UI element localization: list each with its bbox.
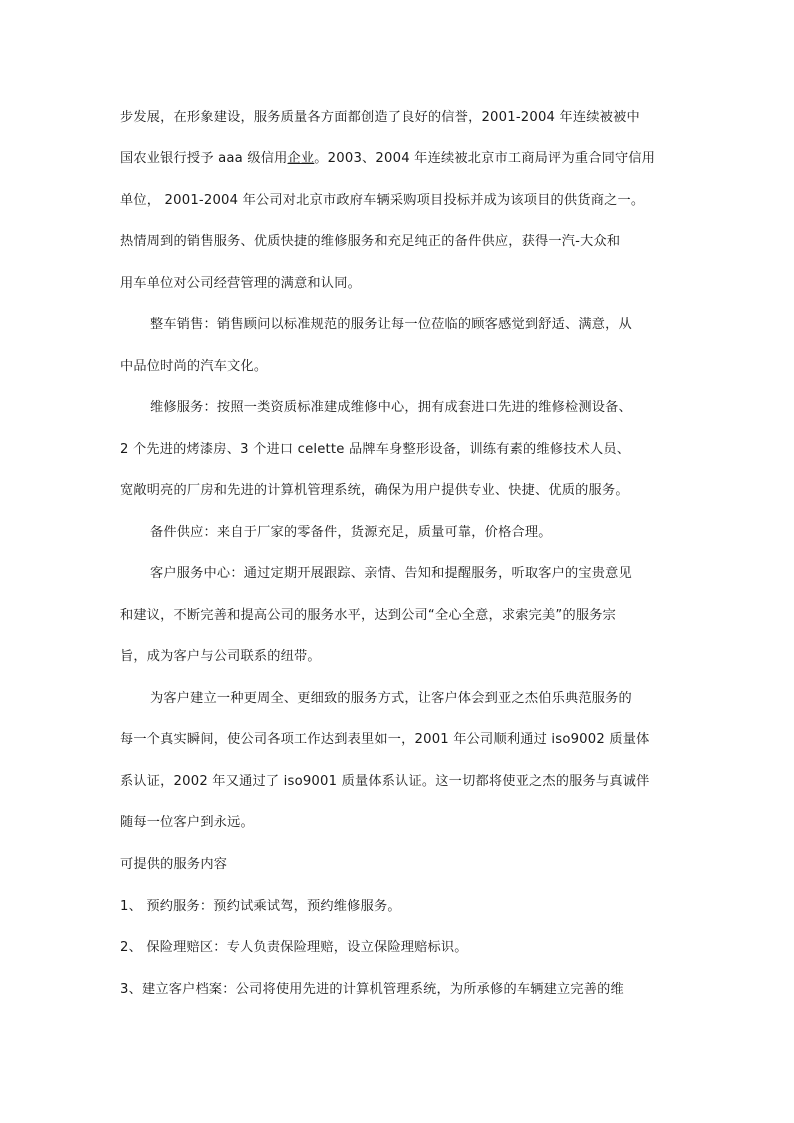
quality-line-4: 随每一位客户到永远。 (120, 815, 254, 830)
repair-line-2: 2 个先进的烤漆房、3 个进口 celette 品牌车身整形设备，训练有素的维修技术人员、 (120, 442, 631, 457)
intro-line-2-text-a: 国农业银行授予 aaa 级信用 (120, 151, 288, 166)
parts-line-1: 备件供应：来自于厂家的零备件，货源充足，质量可靠，价格合理。 (150, 525, 552, 540)
repair-line-1: 维修服务：按照一类资质标准建成维修中心，拥有成套进口先进的维修检测设备、 (150, 400, 632, 415)
intro-line-3: 单位， 2001-2004 年公司对北京市政府车辆采购项目投标并成为该项目的供货商之一。 (120, 193, 645, 208)
customer-service-line-1: 客户服务中心：通过定期开展跟踪、亲情、告知和提醒服务，听取客户的宝贵意见 (150, 566, 632, 581)
customer-service-line-3: 旨，成为客户与公司联系的纽带。 (120, 649, 321, 664)
intro-line-2-text-c: 。2003、2004 年连续被北京市工商局评为重合同守信用 (314, 151, 656, 166)
customer-service-line-2: 和建议，不断完善和提高公司的服务水平，达到公司“全心全意，求索完美”的服务宗 (120, 608, 617, 623)
quality-line-2: 每一个真实瞬间，使公司各项工作达到表里如一，2001 年公司顺利通过 iso9002 质量体 (120, 732, 650, 747)
intro-line-2 (120, 149, 655, 169)
sales-line-2: 中品位时尚的汽车文化。 (120, 359, 268, 374)
underlined-term: 企业 (287, 151, 315, 166)
intro-line-1: 步发展，在形象建设，服务质量各方面都创造了良好的信誉，2001-2004 年连续被被中 (120, 110, 640, 125)
service-item-3: 3、建立客户档案：公司将使用先进的计算机管理系统，为所承修的车辆建立完善的维 (120, 982, 624, 997)
sales-line-1: 整车销售：销售顾问以标准规范的服务让每一位莅临的顾客感觉到舒适、满意，从 (150, 317, 632, 332)
intro-line-5: 用车单位对公司经营管理的满意和认同。 (120, 276, 361, 291)
repair-line-3: 宽敞明亮的厂房和先进的计算机管理系统，确保为用户提供专业、快捷、优质的服务。 (120, 483, 629, 498)
intro-line-4: 热情周到的销售服务、优质快捷的维修服务和充足纯正的备件供应，获得一汽-大众和 (120, 234, 621, 249)
quality-line-3: 系认证，2002 年又通过了 iso9001 质量体系认证。这一切都将使亚之杰的服务与真诚伴 (120, 774, 650, 789)
service-item-1: 1、 预约服务：预约试乘试驾，预约维修服务。 (120, 899, 401, 914)
quality-line-1: 为客户建立一种更周全、更细致的服务方式，让客户体会到亚之杰伯乐典范服务的 (150, 691, 632, 706)
services-heading: 可提供的服务内容 (120, 857, 228, 872)
service-item-2: 2、 保险理赔区：专人负责保险理赔，设立保险理赔标识。 (120, 940, 468, 955)
